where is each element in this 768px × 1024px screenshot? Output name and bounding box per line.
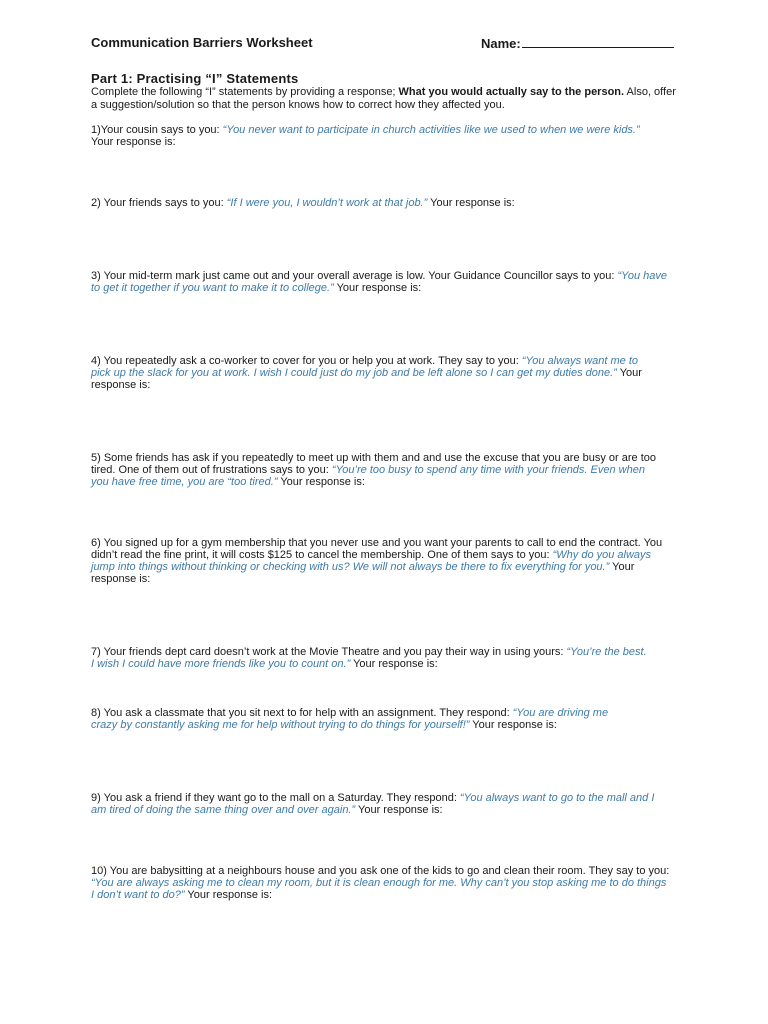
question-quote: “You have to get it together if you want to make it to college.” xyxy=(91,270,667,294)
instructions-bold: What you would actually say to the person. xyxy=(398,86,625,98)
name-label: Name: xyxy=(481,36,521,51)
question-response-label: Your response is: xyxy=(333,282,422,294)
question-3 xyxy=(91,270,676,294)
question-4 xyxy=(91,355,659,391)
name-blank-line xyxy=(522,35,674,48)
instructions-text-b: Also, offer a suggestion/solution so that the person knows how to correct how they affected you. xyxy=(91,86,676,111)
name-field xyxy=(481,35,674,51)
question-quote: “You always want to go to the mall and I am tired of doing the same thing over and over again.” xyxy=(91,792,655,816)
question-5 xyxy=(91,452,659,488)
question-response-label: Your response is: xyxy=(427,197,515,209)
question-response-label: Your response is: xyxy=(350,658,438,670)
question-prompt: 9) You ask a friend if they want go to the mall on a Saturday. They respond: xyxy=(91,792,460,804)
question-2 xyxy=(91,197,671,209)
question-8 xyxy=(91,707,631,731)
question-prompt: 3) Your mid-term mark just came out and your overall average is low. Your Guidance Councillor says to you: xyxy=(91,270,618,282)
question-prompt: 8) You ask a classmate that you sit next to for help with an assignment. They respond: xyxy=(91,707,513,719)
question-response-label: Your response is: xyxy=(91,367,642,391)
worksheet-title: Communication Barriers Worksheet xyxy=(91,35,313,50)
question-quote: “You never want to participate in church activities like we used to when we were kids.” xyxy=(222,124,640,136)
question-quote: “You are driving me crazy by constantly asking me for help without trying to do things for yourself!” xyxy=(91,707,609,731)
question-response-label: Your response is: xyxy=(91,561,635,585)
question-prompt: 6) You signed up for a gym membership that you never use and you want your parents to call to end the contract. You didn’t read the fine print, it will costs $125 to cancel the membership. One of them says to you: xyxy=(91,537,663,561)
question-7 xyxy=(91,646,651,670)
part-1-title: Part 1: Practising “I” Statements xyxy=(91,71,299,86)
worksheet-header xyxy=(91,35,691,53)
question-response-label: Your response is: xyxy=(469,719,557,731)
instructions-text-a: Complete the following “I” statements by providing a response; xyxy=(91,86,399,98)
question-quote: “You’re too busy to spend any time with your friends. Even when you have free time, you are “too tired.” xyxy=(91,464,645,488)
part-1-instructions xyxy=(91,86,681,111)
question-quote: “You always want me to pick up the slack for you at work. I wish I could just do my job and be left alone so I can get my duties done.” xyxy=(91,355,639,379)
question-6 xyxy=(91,537,671,585)
question-quote: “Why do you always jump into things without thinking or checking with us? We will not always be there to fix everything for you.” xyxy=(91,549,652,573)
question-prompt: 2) Your friends says to you: xyxy=(91,197,227,209)
question-9 xyxy=(91,792,666,816)
question-prompt: 4) You repeatedly ask a co-worker to cover for you or help you at work. They say to you: xyxy=(91,355,522,367)
question-quote: “If I were you, I wouldn’t work at that job.” xyxy=(226,197,428,209)
question-prompt: 5) Some friends has ask if you repeatedly to meet up with them and and use the excuse that you are busy or are too tired. One of them out of frustrations says to you: xyxy=(91,452,656,476)
question-response-label: Your response is: xyxy=(355,804,443,816)
question-response-label: Your response is: xyxy=(277,476,365,488)
question-prompt: 10) You are babysitting at a neighbours house and you ask one of the kids to go and clean their room. They say to you: xyxy=(91,865,670,877)
question-10 xyxy=(91,865,671,901)
question-response-label: Your response is: xyxy=(91,136,176,148)
question-response-label: Your response is: xyxy=(184,889,273,901)
question-quote: “You’re the best. I wish I could have more friends like you to count on.” xyxy=(91,646,647,670)
question-quote: “You are always asking me to clean my room, but it is clean enough for me. Why can’t you stop asking me to do things I don’t want to do?” xyxy=(91,877,667,901)
question-prompt: 7) Your friends dept card doesn’t work at the Movie Theatre and you pay their way in using yours: xyxy=(91,646,567,658)
question-prompt: 1)Your cousin says to you: xyxy=(91,124,223,136)
question-1 xyxy=(91,124,651,148)
